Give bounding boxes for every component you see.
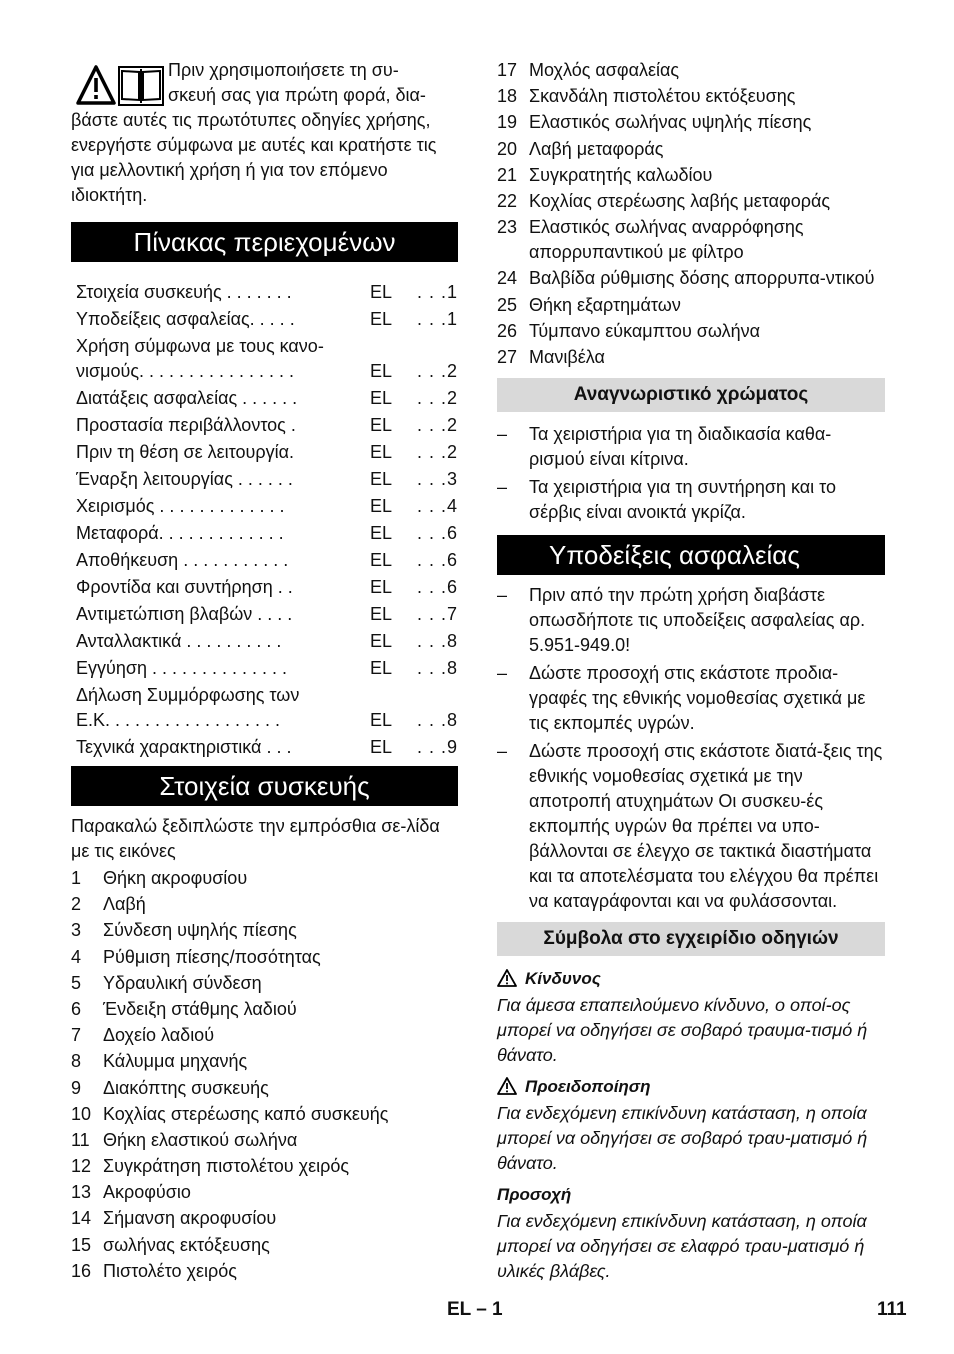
toc-entry-lang: EL: [370, 415, 393, 435]
toc-entry: [76, 683, 458, 733]
device-part-name: Θήκη ακροφυσίου: [103, 868, 248, 888]
toc-entry-lang: EL: [370, 388, 393, 408]
toc-entry-title: Χρήση σύμφωνα με τους κανο- νισμούς. . . . . . . . . . . . . . . .: [76, 336, 324, 381]
device-items-left: [71, 866, 458, 1284]
device-part-name: Συγκρατητής καλωδίου: [529, 164, 713, 185]
device-part-item: [71, 1049, 458, 1074]
toc-entry-page: . . .8: [416, 631, 458, 651]
device-part-number: 16: [71, 1260, 92, 1281]
device-part-name: Κάλυμμα μηχανής: [103, 1051, 248, 1072]
toc-entry-page: . . .6: [416, 550, 458, 570]
warning-icon: [78, 67, 114, 103]
caution-label-row: [497, 1182, 885, 1207]
toc-entry-lang: EL: [370, 577, 393, 597]
intro-line-1: Πριν χρησιμοποιήσετε τη συ-: [168, 60, 399, 80]
device-heading: Στοιχεία συσκευής: [71, 766, 458, 806]
toc-entry-title: Χειρισμός . . . . . . . . . . . . .: [76, 496, 285, 516]
toc-entry-page: . . .1: [416, 282, 458, 302]
device-part-item: [71, 866, 458, 891]
device-part-name: Πιστολέτο χειρός: [103, 1260, 237, 1281]
toc-entry-page: . . .1: [416, 309, 458, 329]
device-part-number: 2: [71, 894, 82, 915]
toc-entry-lang: EL: [370, 496, 393, 516]
toc-entry-page: . . .8: [416, 710, 458, 730]
device-part-item: [71, 1128, 458, 1153]
warning-text: Για ενδεχόμενη επικίνδυνη κατάσταση, η οποία μπορεί να οδηγήσει σε σοβαρό τραυ-ματισμό ή θάνατο.: [497, 1102, 868, 1173]
device-part-name: Διακόπτης συσκευής: [103, 1077, 269, 1098]
danger-text: Για άμεσα επαπειλούμενο κίνδυνο, ο οποί-ος μπορεί να οδηγήσει σε σοβαρό τραυμα-τισμό ή θάνατο.: [497, 994, 868, 1065]
bullet-text: Πριν από την πρώτη χρήση διαβάστε οπωσδήποτε τις υποδείξεις ασφαλείας αρ. 5.951-949.0!: [529, 584, 866, 655]
toc-entry-lang: EL: [370, 361, 393, 381]
toc-entry-lang: EL: [370, 737, 393, 757]
device-part-number: 13: [71, 1182, 92, 1203]
device-part-name: Συγκράτηση πιστολέτου χειρός: [103, 1156, 350, 1177]
device-part-item: [497, 163, 885, 188]
warning-label-row: [497, 1074, 885, 1099]
toc-entry-title: Αντιμετώπιση βλαβών . . . .: [76, 604, 293, 624]
toc-entry-page: . . .2: [416, 415, 458, 435]
toc-entry: [76, 521, 458, 546]
intro-rest: βάστε αυτές τις πρωτότυπες οδηγίες χρήσης, ενεργήστε σύμφωνα με αυτές και κρατήστε τις για μελλοντική χρήση ή για τον επόμενο ιδιοκτήτη.: [71, 110, 437, 205]
toc-entry: [76, 548, 458, 573]
device-part-number: 22: [497, 190, 518, 211]
device-part-item: [497, 137, 885, 162]
device-part-name: Ρύθμιση πίεσης/ποσότητας: [103, 946, 321, 967]
toc-entry: [76, 656, 458, 681]
intro-icons: [75, 63, 165, 107]
intro-line-2: σκευή σας για πρώτη φορά, δια-: [168, 85, 426, 105]
device-part-number: 21: [497, 164, 518, 185]
toc-entry: [76, 334, 458, 384]
toc-entry-lang: EL: [370, 658, 393, 678]
device-part-number: 3: [71, 920, 82, 941]
device-part-name: Βαλβίδα ρύθμισης δόσης απορρυπα-ντικού: [529, 268, 875, 289]
safety-heading: Υποδείξεις ασφαλείας: [497, 535, 885, 575]
bullet-dash: –: [497, 584, 508, 605]
right-column: [497, 58, 885, 1288]
device-part-name: Δοχείο λαδιού: [103, 1025, 215, 1046]
device-part-item: [71, 945, 458, 970]
device-part-item: [497, 266, 885, 291]
toc-entry-lang: EL: [370, 604, 393, 624]
device-part-item: [497, 189, 885, 214]
toc-entry-page: . . .2: [416, 388, 458, 408]
bullet-item: [497, 583, 885, 658]
symbols-heading: Σύμβολα στο εγχειρίδιο οδηγιών: [497, 922, 885, 956]
warning-label: Προειδοποίηση: [525, 1076, 651, 1096]
toc-entry: [76, 735, 458, 760]
device-part-name: Μανιβέλα: [529, 346, 605, 367]
device-part-item: [71, 1023, 458, 1048]
device-items-right: [497, 58, 885, 370]
toc-entry-title: Μεταφορά. . . . . . . . . . . . .: [76, 523, 284, 543]
toc-entry-title: Διατάξεις ασφαλείας . . . . . .: [76, 388, 298, 408]
device-part-number: 11: [71, 1129, 90, 1150]
device-part-name: Υδραυλική σύνδεση: [103, 972, 262, 993]
device-part-number: 19: [497, 112, 518, 133]
color-id-list: [497, 422, 885, 525]
device-part-name: Λαβή: [103, 894, 146, 915]
device-part-item: [71, 971, 458, 996]
footer-section: EL – 1: [447, 1299, 503, 1320]
bullet-text: Δώστε προσοχή στις εκάστοτε προδια-γραφές της εθνικής νομοθεσίας σχετικά με τις εκπομπές υγρών.: [529, 662, 866, 733]
toc-entry-page: . . .4: [416, 496, 458, 516]
safety-list: [497, 583, 885, 914]
device-part-item: [71, 1076, 458, 1101]
device-part-item: [497, 319, 885, 344]
toc-entry: [76, 386, 458, 411]
device-part-item: [71, 1102, 458, 1127]
intro-block: [71, 58, 458, 208]
caution-triangle-icon: [497, 1077, 517, 1095]
device-part-item: [71, 1259, 458, 1284]
device-part-number: 4: [71, 946, 82, 967]
device-part-name: Θήκη ελαστικού σωλήνα: [103, 1129, 298, 1150]
bullet-text: Δώστε προσοχή στις εκάστοτε διατά-ξεις της εθνικής νομοθεσίας σχετικά με την αποτροπή ατυχημάτων Οι συσκευ-ές εκπομπής υγρών θα πρέπει να υπο-βάλλονται σε έλεγχο σε τακτικά διαστήματα και τα αποτελέσματα του ελέγχου θα πρέπει να καταγράφονται και να φυλάσσονται.: [529, 740, 883, 911]
device-part-number: 8: [71, 1051, 82, 1072]
toc-entry-page: . . .6: [416, 523, 458, 543]
color-id-heading: Αναγνωριστικό χρώματος: [497, 378, 885, 412]
device-intro: Παρακαλώ ξεδιπλώστε την εμπρόσθια σε-λίδα με τις εικόνες: [71, 816, 440, 861]
device-part-number: 14: [71, 1208, 92, 1229]
left-column: [71, 58, 458, 1285]
toc-heading: Πίνακας περιεχομένων: [71, 222, 458, 262]
device-part-name: σωλήνας εκτόξευσης: [103, 1234, 270, 1255]
toc-entry-lang: EL: [370, 282, 393, 302]
device-part-item: [497, 345, 885, 370]
toc-entry-page: . . .9: [416, 737, 458, 757]
device-part-number: 9: [71, 1077, 82, 1098]
page-number: 111: [877, 1299, 907, 1320]
danger-label: Κίνδυνος: [525, 968, 601, 988]
device-part-number: 24: [497, 268, 518, 289]
device-part-number: 12: [71, 1156, 92, 1177]
device-part-name: Κοχλίας στερέωσης λαβής μεταφοράς: [529, 190, 831, 211]
device-part-name: Σκανδάλη πιστολέτου εκτόξευσης: [529, 86, 796, 107]
device-part-item: [71, 997, 458, 1022]
device-part-name: Θήκη εξαρτημάτων: [529, 294, 681, 315]
bullet-item: [497, 475, 885, 525]
device-part-name: Ελαστικός σωλήνας αναρρόφησης απορρυπαντικού με φίλτρο: [529, 217, 804, 263]
bullet-dash: –: [497, 423, 508, 444]
toc-entry-title: Έναρξη λειτουργίας . . . . . .: [76, 469, 293, 489]
toc-entry: [76, 467, 458, 492]
bullet-item: [497, 661, 885, 736]
device-part-number: 18: [497, 86, 518, 107]
device-part-number: 6: [71, 998, 82, 1019]
device-part-name: Ελαστικός σωλήνας υψηλής πίεσης: [529, 112, 812, 133]
device-part-name: Ένδειξη στάθμης λαδιού: [103, 998, 297, 1019]
toc-entry-title: Προστασία περιβάλλοντος .: [76, 415, 296, 435]
toc-entry: [76, 280, 458, 305]
toc-entry-lang: EL: [370, 710, 393, 730]
toc-entry-page: . . .8: [416, 658, 458, 678]
device-part-name: Σήμανση ακροφυσίου: [103, 1208, 277, 1229]
caution-text: Για ενδεχόμενη επικίνδυνη κατάσταση, η οποία μπορεί να οδηγήσει σε ελαφρό τραυ-ματισμό ή υλικές βλάβες.: [497, 1210, 867, 1281]
toc-entry-title: Πριν τη θέση σε λειτουργία.: [76, 442, 295, 462]
device-part-item: [497, 84, 885, 109]
device-part-item: [71, 1180, 458, 1205]
device-part-item: [71, 892, 458, 917]
device-part-name: Σύνδεση υψηλής πίεσης: [103, 920, 297, 941]
device-part-number: 26: [497, 320, 518, 341]
device-part-name: Λαβή μεταφοράς: [529, 138, 664, 159]
device-part-number: 1: [71, 868, 82, 888]
toc-entry-page: . . .2: [416, 442, 458, 462]
bullet-item: [497, 422, 885, 472]
bullet-dash: –: [497, 740, 508, 761]
device-part-item: [497, 215, 885, 265]
toc-entry: [76, 307, 458, 332]
toc-entry-title: Στοιχεία συσκευής . . . . . . .: [76, 282, 292, 302]
device-part-name: Μοχλός ασφαλείας: [529, 60, 680, 80]
toc-list: [71, 270, 458, 760]
device-part-name: Ακροφύσιο: [103, 1182, 191, 1203]
toc-entry-page: . . .3: [416, 469, 458, 489]
bullet-dash: –: [497, 476, 508, 497]
device-part-number: 17: [497, 60, 518, 80]
toc-entry-title: Δήλωση Συμμόρφωσης των Ε.Κ. . . . . . . . . . . . . . . . . .: [76, 685, 300, 730]
bullet-text: Τα χειριστήρια για τη διαδικασία καθα-ρισμού είναι κίτρινα.: [529, 423, 832, 469]
toc-entry: [76, 575, 458, 600]
toc-entry-title: Αποθήκευση . . . . . . . . . . .: [76, 550, 289, 570]
device-part-number: 27: [497, 346, 518, 367]
device-part-item: [497, 293, 885, 318]
toc-entry-title: Υποδείξεις ασφαλείας. . . . .: [76, 309, 295, 329]
device-part-name: Κοχλίας στερέωσης καπό συσκευής: [103, 1103, 389, 1124]
bullet-text: Τα χειριστήρια για τη συντήρηση και το σέρβις είναι ανοικτά γκρίζα.: [529, 476, 837, 522]
device-part-number: 15: [71, 1234, 92, 1255]
toc-entry: [76, 602, 458, 627]
book-icon: [119, 67, 163, 105]
device-part-item: [71, 1233, 458, 1258]
device-part-item: [497, 58, 885, 83]
toc-entry-lang: EL: [370, 550, 393, 570]
bullet-dash: –: [497, 662, 508, 683]
toc-entry-title: Εγγύηση . . . . . . . . . . . . . .: [76, 658, 288, 678]
toc-entry-title: Ανταλλακτικά . . . . . . . . . .: [76, 631, 282, 651]
toc-entry-title: Φροντίδα και συντήρηση . .: [76, 577, 293, 597]
toc-entry-title: Τεχνικά χαρακτηριστικά . . .: [76, 737, 292, 757]
danger-warning-icon: [497, 969, 517, 987]
device-part-number: 7: [71, 1025, 82, 1046]
device-part-name: Τύμπανο εύκαμπτου σωλήνα: [529, 320, 761, 341]
toc-entry-lang: EL: [370, 442, 393, 462]
caution-label: Προσοχή: [497, 1184, 572, 1204]
toc-entry-lang: EL: [370, 309, 393, 329]
danger-label-row: [497, 966, 885, 991]
toc-entry-page: . . .6: [416, 577, 458, 597]
device-part-number: 23: [497, 217, 518, 238]
bullet-item: [497, 739, 885, 914]
toc-entry: [76, 629, 458, 654]
device-part-item: [497, 110, 885, 135]
device-part-number: 10: [71, 1103, 92, 1124]
toc-entry-lang: EL: [370, 523, 393, 543]
toc-entry: [76, 413, 458, 438]
toc-entry-page: . . .2: [416, 361, 458, 381]
toc-entry-lang: EL: [370, 631, 393, 651]
device-part-item: [71, 1206, 458, 1231]
toc-entry: [76, 494, 458, 519]
toc-entry-page: . . .7: [416, 604, 458, 624]
device-part-item: [71, 1154, 458, 1179]
device-part-item: [71, 918, 458, 943]
device-part-number: 25: [497, 294, 518, 315]
device-part-number: 20: [497, 138, 518, 159]
toc-entry: [76, 440, 458, 465]
toc-entry-lang: EL: [370, 469, 393, 489]
device-part-number: 5: [71, 972, 82, 993]
